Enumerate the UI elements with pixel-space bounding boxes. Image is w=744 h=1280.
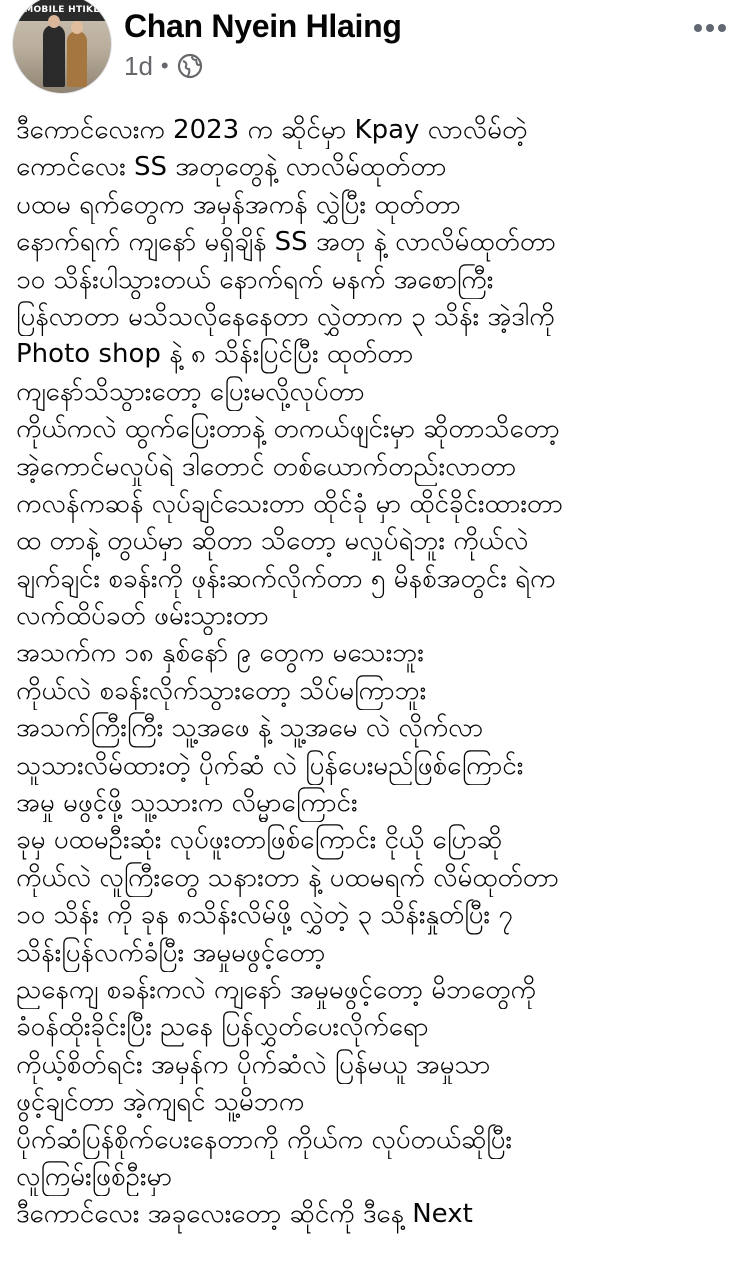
author-name[interactable]: Chan Nyein Hlaing <box>124 8 402 44</box>
more-dot <box>694 24 702 32</box>
post-text-line: သူသားလိမ်ထားတဲ့ ပိုက်ဆံ လဲ ပြန်ပေးမည်ဖြစ်ကြောင်း <box>16 750 524 781</box>
post-text-line: ခံဝန်ထိုးခိုင်းပြီး ညနေ ပြန်လွှတ်ပေးလိုက်ရော <box>16 1012 429 1043</box>
post-text-line: ညနေကျ စခန်းကလဲ ကျနော် အမှုမဖွင့်တော့ မိဘတွေကို <box>16 974 536 1005</box>
post-text-line: ဒီကောင်လေး အခုလေးတော့ ဆိုင်ကို ဒီနေ့ Next <box>16 1199 473 1230</box>
post-body-text <box>16 112 732 1234</box>
post-text-line: ကောင်လေး SS အတုတွေနဲ့ လာလိမ်ထုတ်တာ <box>16 152 447 183</box>
post-text-line: ထ တာနဲ့ တွယ်မှာ ဆိုတာ သိတော့ မလှုပ်ရဲဘူး ကိုယ်လဲ <box>16 526 529 557</box>
post-text-line: ကိုယ်လဲ လူကြီးတွေ သနားတာ နဲ့ ပထမရက် လိမ်ထုတ်တာ <box>16 862 559 893</box>
post-text-line: ဒီကောင်လေးက 2023 က ဆိုင်မှာ Kpay လာလိမ်တဲ့ <box>16 115 528 145</box>
avatar-banner-text: MOBILE HTIKE <box>13 0 111 21</box>
post-header <box>0 0 744 100</box>
post-text-line: ကျနော်သိသွားတော့ ပြေးမလို့လုပ်တာ <box>16 376 365 407</box>
post-text-line: ကိုယ်ကလဲ ထွက်ပြေးတာနဲ့ တကယ်ဖျင်းမှာ ဆိုတာသိတော့ <box>16 414 560 445</box>
post-text-line: အမှု မဖွင့်ဖို့ သူ့သားက လိမ္မာကြောင်း <box>16 788 358 819</box>
post-text-line: သိန်းပြန်လက်ခံပြီး အမှုမဖွင့်တော့ <box>16 937 326 968</box>
globe-icon[interactable] <box>177 53 203 79</box>
post-text-line: ဖွင့်ချင်တာ အဲ့ကျရင် သူ့မိဘက <box>16 1087 305 1118</box>
post-text-line: ခုမှ ပထမဦးဆုံး လုပ်ဖူးတာဖြစ်ကြောင်း ငိုယို ပြောဆို <box>16 825 503 856</box>
more-dot <box>706 24 714 32</box>
post-text-line: ကလန်ကဆန် လုပ်ချင်သေးတာ ထိုင်ခုံ မှာ ထိုင်ခိုင်းထားတာ <box>16 488 563 519</box>
post-text-line: လက်ထိပ်ခတ် ဖမ်းသွားတာ <box>16 601 269 632</box>
post-text-line: ပိုက်ဆံပြန်စိုက်ပေးနေတာကို ကိုယ်က လုပ်တယ်ဆိုပြီး <box>16 1124 513 1155</box>
more-options-icon[interactable] <box>690 10 730 46</box>
more-dot <box>718 24 726 32</box>
avatar[interactable] <box>12 0 112 94</box>
post-meta <box>124 50 203 82</box>
post-text-line: ကိုယ့်စိတ်ရင်း အမှန်က ပိုက်ဆံလဲ ပြန်မယူ အမှုသာ <box>16 1049 491 1080</box>
post-text-line: ချက်ချင်း စခန်းကို ဖုန်းဆက်လိုက်တာ ၅ မိနစ်အတွင်း ရဲက <box>16 563 556 594</box>
post-text-line: ၁၀ သိန်းပါသွားတယ် နောက်ရက် မနက် အစောကြီး <box>16 264 494 295</box>
post-text-line: လူကြမ်းဖြစ်ဦးမှာ <box>16 1161 173 1192</box>
post-timestamp[interactable]: 1d <box>124 50 153 81</box>
post-text-line: အသက်က ၁၈ နှစ်နော် ၉ တွေက မသေးဘူး <box>16 638 424 669</box>
post-text-line: Photo shop နဲ့ ၈ သိန်းပြင်ပြီး ထုတ်တာ <box>16 339 414 370</box>
post-text-line: အဲ့ကောင်မလှုပ်ရဲ ဒါတောင် တစ်ယောက်တည်းလာတာ <box>16 451 517 482</box>
post-text-line: ပြန်လာတာ မသိသလိုနေနေတာ လွှဲတာက ၃ သိန်း အဲ့ဒါကို <box>16 301 555 332</box>
avatar-person-right <box>67 31 87 87</box>
post-text-line: အသက်ကြီးကြီး သူ့အဖေ နဲ့ သူ့အမေ လဲ လိုက်လာ <box>16 713 484 744</box>
post-text-line: ၁၀ သိန်း ကို ခုန ၈သိန်းလိမ်ဖို့ လွှဲတဲ့ ၃ သိန်းနှုတ်ပြီး ၇ <box>16 900 513 931</box>
meta-separator: • <box>160 53 169 78</box>
post-text-line: ကိုယ်လဲ စခန်းလိုက်သွားတော့ သိပ်မကြာဘူး <box>16 675 427 706</box>
post-text-line: နောက်ရက် ကျနော် မရှိချိန် SS အတု နဲ့ လာလိမ်ထုတ်တာ <box>16 227 556 258</box>
avatar-person-left <box>43 25 65 87</box>
post-text-line: ပထမ ရက်တွေက အမှန်အကန် လွှဲပြီး ထုတ်တာ <box>16 189 461 220</box>
